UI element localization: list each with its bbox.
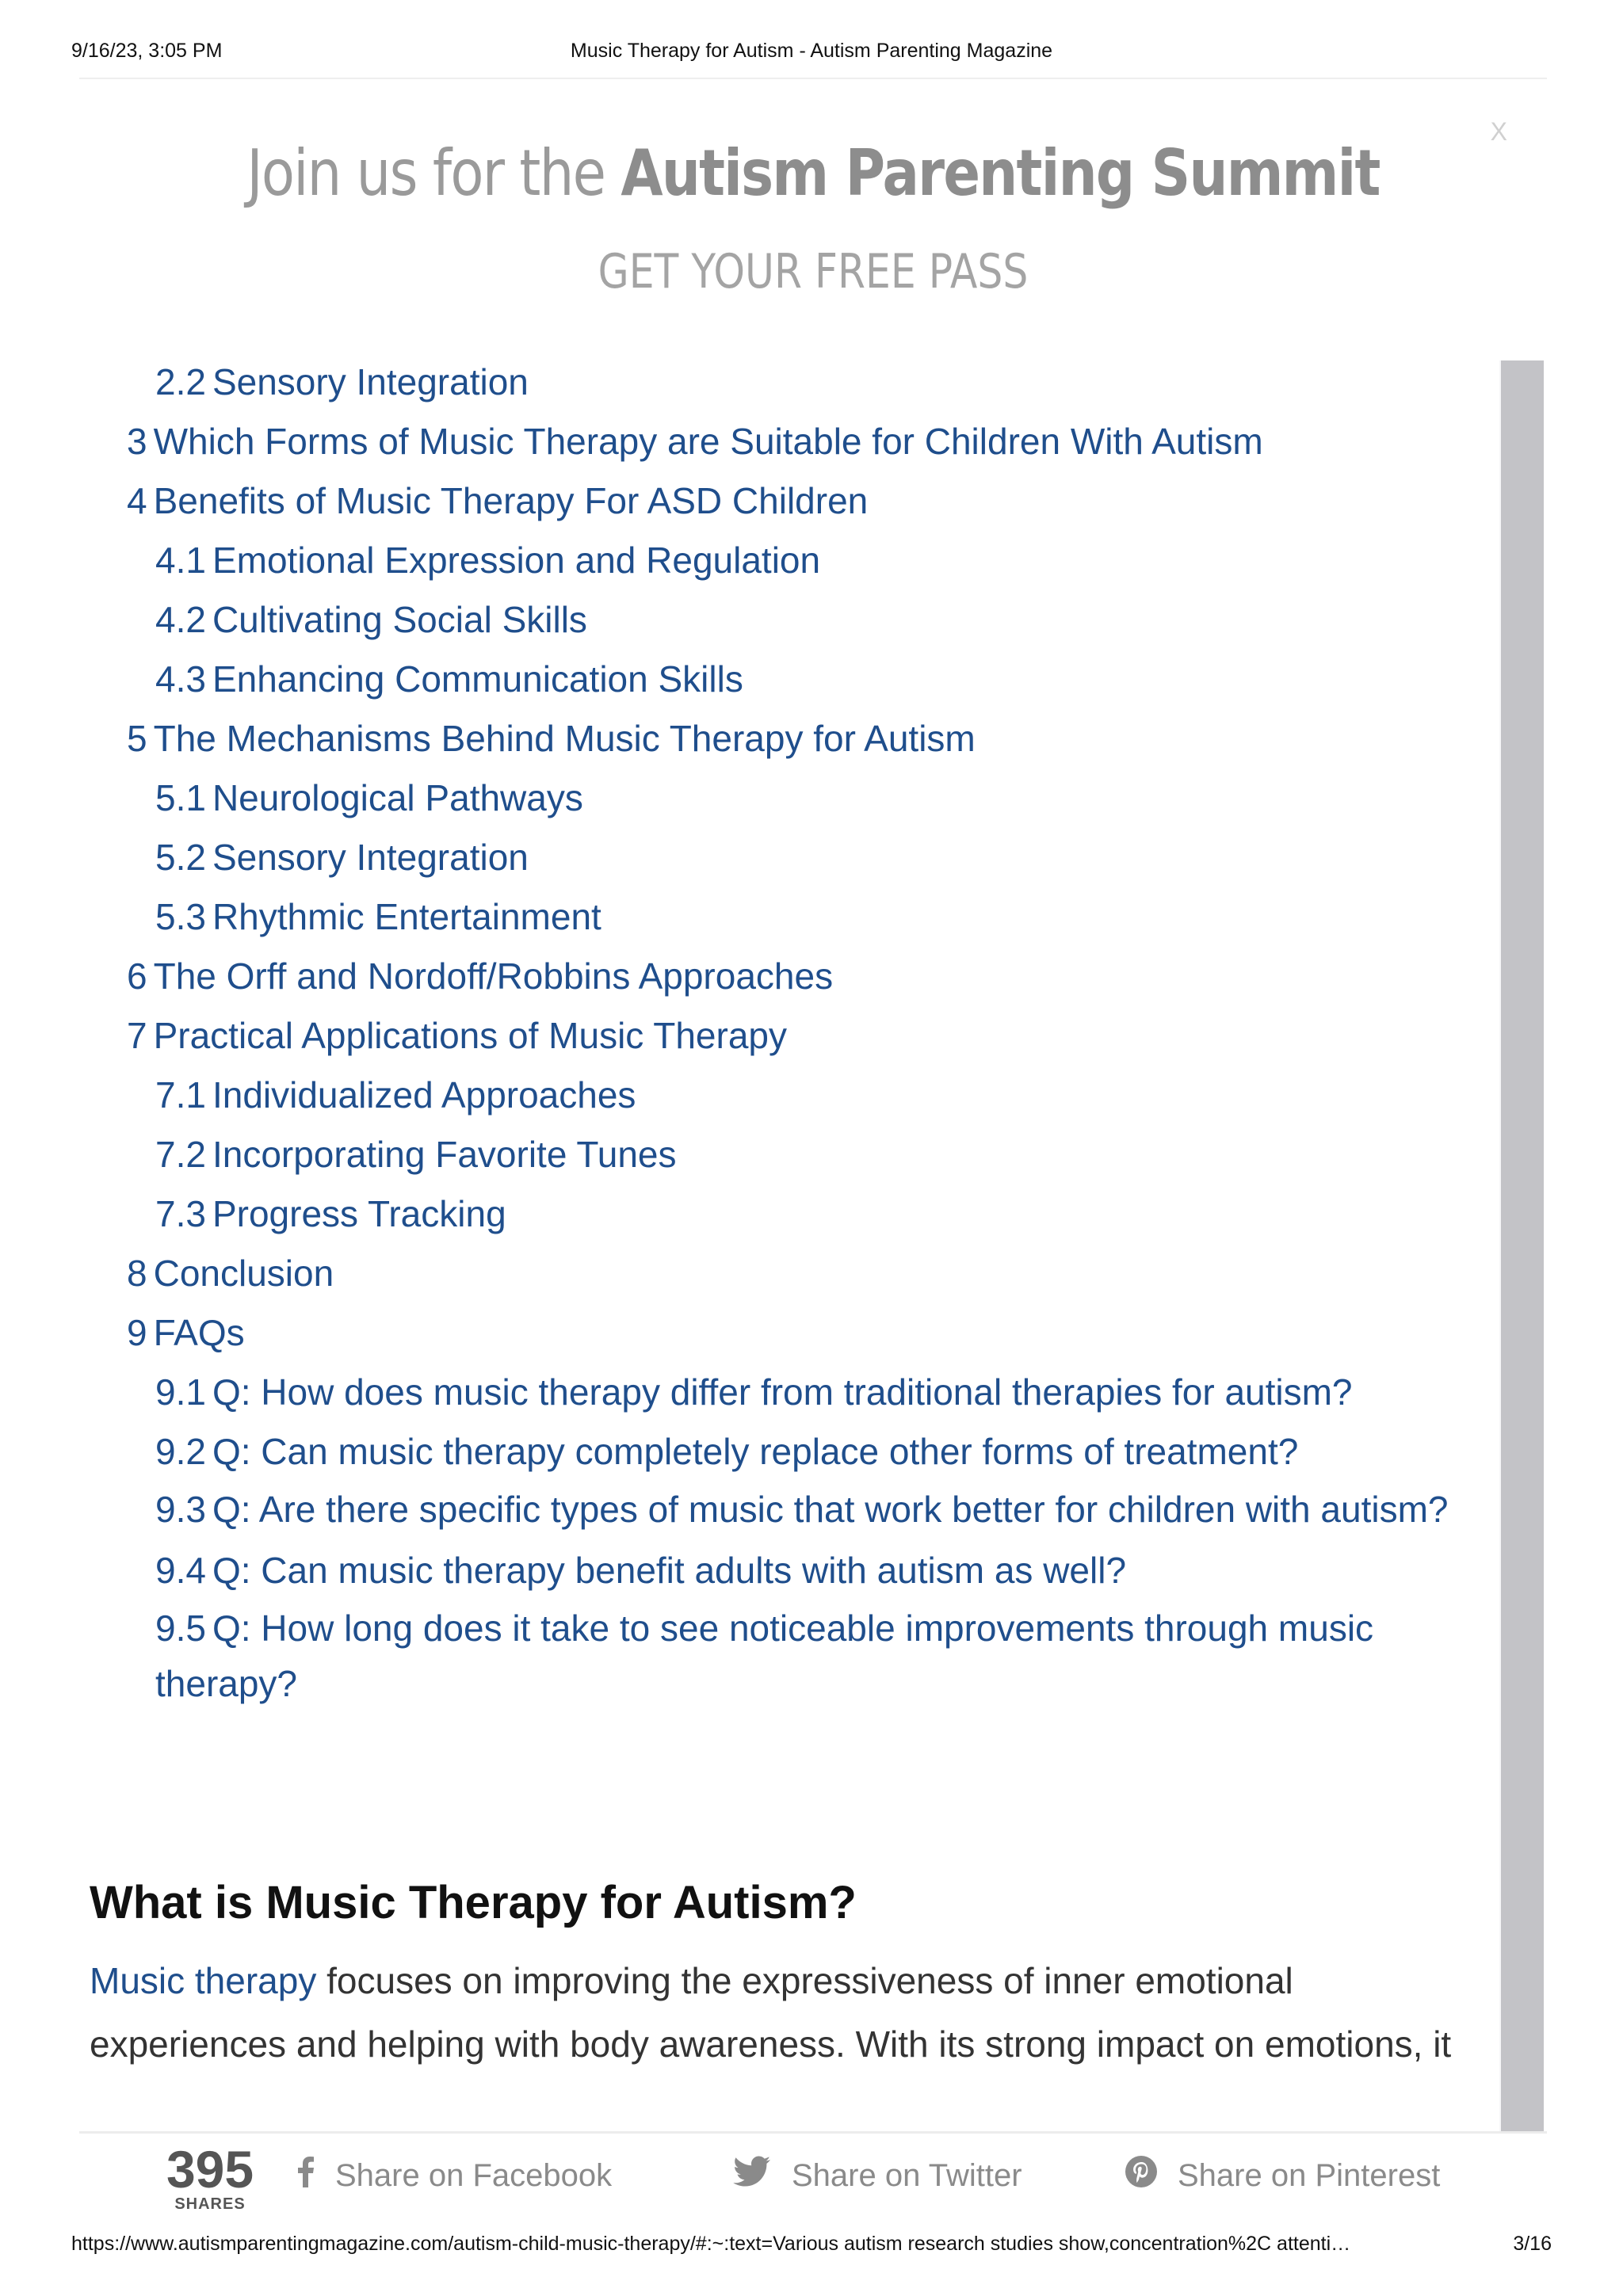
scrollbar-thumb[interactable] — [1501, 360, 1544, 2131]
share-twitter-label: Share on Twitter — [792, 2157, 1022, 2193]
toc-item[interactable] — [127, 1422, 1474, 1482]
promo-headline-bold: Autism Parenting Summit — [621, 136, 1380, 210]
twitter-icon — [733, 2156, 771, 2195]
toc-item-label: Enhancing Communication Skills — [212, 658, 743, 700]
toc-item[interactable] — [127, 1006, 1474, 1066]
toc-item-label: Which Forms of Music Therapy are Suitable for Children With Autism — [153, 421, 1263, 462]
toc-item-number: 5.3 — [155, 896, 206, 937]
toc-item-label: Q: Can music therapy completely replace other forms of treatment? — [212, 1431, 1299, 1472]
toc-item-number: 4 — [127, 480, 147, 521]
toc-item-label: Q: How long does it take to see noticeable improvements through music therapy? — [155, 1608, 1374, 1704]
toc-item-label: Conclusion — [153, 1253, 334, 1294]
toc-item-label: The Orff and Nordoff/Robbins Approaches — [153, 955, 834, 997]
toc-item-label: Progress Tracking — [212, 1193, 506, 1234]
toc-item[interactable] — [127, 887, 1474, 947]
toc-item[interactable] — [127, 590, 1474, 650]
toc-item-label: FAQs — [153, 1312, 245, 1353]
toc-item-label: Emotional Expression and Regulation — [212, 540, 821, 581]
toc-item-number: 2.2 — [155, 361, 206, 402]
share-twitter-button[interactable] — [733, 2156, 1022, 2195]
print-header — [71, 40, 1552, 71]
toc-item-label: Q: Are there specific types of music that work better for children with autism? — [212, 1489, 1449, 1530]
share-pinterest-button[interactable] — [1125, 2156, 1440, 2195]
share-facebook-label: Share on Facebook — [335, 2157, 613, 2193]
toc-item-number: 7 — [127, 1015, 147, 1056]
toc-item-label: Q: Can music therapy benefit adults with autism as well? — [212, 1550, 1127, 1591]
toc-item-number: 9 — [127, 1312, 147, 1353]
music-therapy-link[interactable]: Music therapy — [90, 1960, 317, 2001]
toc-item-number: 7.3 — [155, 1193, 206, 1234]
summit-promo-banner[interactable] — [79, 79, 1547, 360]
print-page-number: 3/16 — [1513, 2233, 1552, 2255]
toc-item-number: 4.3 — [155, 658, 206, 700]
toc-item-number: 4.2 — [155, 599, 206, 640]
toc-item-label: Q: How does music therapy differ from traditional therapies for autism? — [212, 1371, 1353, 1413]
shares-label: SHARES — [174, 2195, 246, 2213]
section-heading: What is Music Therapy for Autism? — [90, 1877, 857, 1928]
toc-item-label: Neurological Pathways — [212, 777, 583, 818]
toc-item[interactable] — [127, 769, 1474, 828]
print-footer — [71, 2233, 1552, 2264]
print-url: https://www.autismparentingmagazine.com/autism-child-music-therapy/#:~:text=Various autism research studies show,concentration%2C attenti… — [71, 2233, 1351, 2255]
promo-headline — [182, 136, 1445, 210]
toc-item[interactable] — [127, 1541, 1474, 1600]
toc-item-label: Sensory Integration — [212, 361, 529, 402]
toc-item[interactable] — [127, 1066, 1474, 1125]
paragraph-text: focuses on improving the expressiveness of inner emotional experiences and helping with body awareness. With its strong impact on emotions, it — [90, 1960, 1452, 2065]
toc-item-label: The Mechanisms Behind Music Therapy for Autism — [153, 718, 976, 759]
shares-count: 395 — [166, 2140, 254, 2199]
toc-item-number: 9.4 — [155, 1550, 206, 1591]
toc-item[interactable] — [127, 1482, 1474, 1537]
toc-item[interactable] — [127, 471, 1474, 531]
promo-close-button[interactable]: X — [1490, 117, 1507, 146]
toc-item-label: Individualized Approaches — [212, 1074, 636, 1116]
toc-item-number: 3 — [127, 421, 147, 462]
table-of-contents — [127, 353, 1474, 1715]
toc-item-number: 6 — [127, 955, 147, 997]
toc-item-label: Cultivating Social Skills — [212, 599, 587, 640]
promo-free-pass-link[interactable]: GET YOUR FREE PASS — [598, 244, 1029, 299]
toc-item[interactable] — [127, 1600, 1474, 1711]
toc-item[interactable] — [127, 1184, 1474, 1244]
toc-item-number: 9.2 — [155, 1431, 206, 1472]
print-datetime: 9/16/23, 3:05 PM — [71, 40, 223, 62]
toc-item[interactable] — [127, 1303, 1474, 1363]
toc-item-label: Incorporating Favorite Tunes — [212, 1134, 677, 1175]
toc-item-number: 9.3 — [155, 1489, 206, 1530]
toc-item-number: 4.1 — [155, 540, 206, 581]
toc-item[interactable] — [127, 650, 1474, 709]
toc-item-number: 5.1 — [155, 777, 206, 818]
toc-item[interactable] — [127, 1363, 1474, 1422]
toc-item-number: 5.2 — [155, 837, 206, 878]
toc-item-number: 7.1 — [155, 1074, 206, 1116]
toc-item[interactable] — [127, 1244, 1474, 1303]
toc-item[interactable] — [127, 531, 1474, 590]
toc-item[interactable] — [127, 709, 1474, 769]
toc-item-number: 5 — [127, 718, 147, 759]
toc-item-number: 7.2 — [155, 1134, 206, 1175]
print-doc-title: Music Therapy for Autism - Autism Parenting Magazine — [570, 40, 1053, 62]
toc-item[interactable] — [127, 828, 1474, 887]
toc-item-label: Practical Applications of Music Therapy — [153, 1015, 788, 1056]
shares-counter — [158, 2140, 262, 2214]
toc-item[interactable] — [127, 353, 1474, 412]
article-paragraph — [90, 1949, 1484, 2076]
toc-item[interactable] — [127, 1125, 1474, 1184]
pinterest-icon — [1125, 2156, 1157, 2195]
facebook-icon — [297, 2156, 315, 2195]
toc-item-number: 9.1 — [155, 1371, 206, 1413]
share-facebook-button[interactable] — [297, 2156, 612, 2195]
toc-item-label: Rhythmic Entertainment — [212, 896, 601, 937]
toc-item-number: 9.5 — [155, 1608, 206, 1649]
promo-headline-prefix: Join us for the — [246, 136, 621, 210]
toc-item[interactable] — [127, 947, 1474, 1006]
share-bar — [79, 2131, 1547, 2221]
share-pinterest-label: Share on Pinterest — [1178, 2157, 1441, 2193]
toc-item[interactable] — [127, 412, 1474, 471]
toc-item-label: Benefits of Music Therapy For ASD Children — [153, 480, 869, 521]
toc-item-number: 8 — [127, 1253, 147, 1294]
toc-item-label: Sensory Integration — [212, 837, 529, 878]
